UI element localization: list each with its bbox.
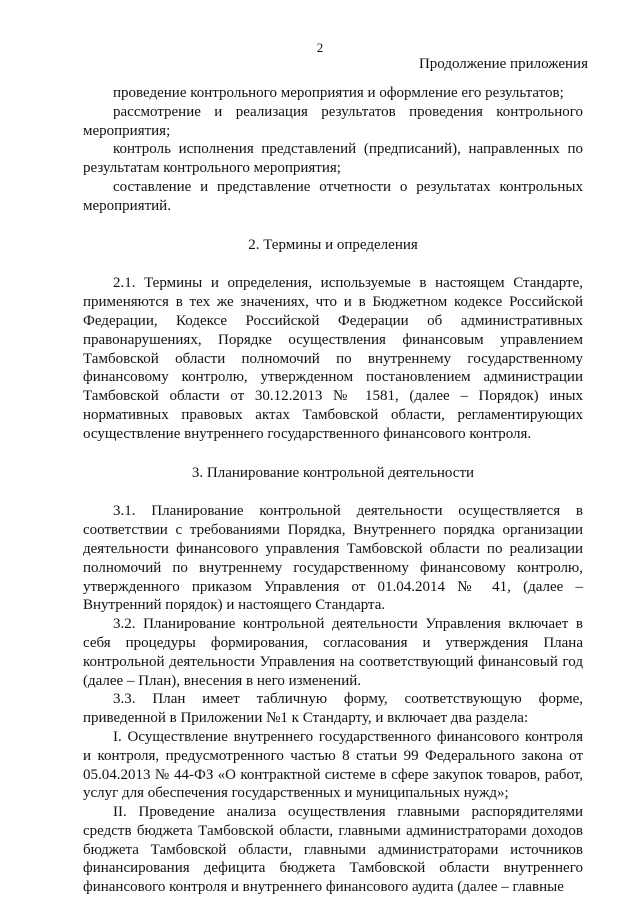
section-3-paragraph: 3.2. Планирование контрольной деятельности Управления включает в себя процедуры формирования, согласования и утверждения Плана контрольной деятельности Управления на соответствующий финансовый год (далее – План), внесения в него изменений.: [83, 616, 583, 689]
intro-paragraph: контроль исполнения представлений (предписаний), направленных по результатам контрольного мероприятия;: [83, 141, 583, 177]
continuation-label: Продолжение приложения: [418, 56, 588, 72]
section-3-heading: 3. Планирование контрольной деятельности: [191, 464, 475, 481]
section-3-paragraph: 3.1. Планирование контрольной деятельности осуществляется в соответствии с требованиями Порядка, Внутреннего порядка организации деятельности финансового управления Тамбовской области по реализации полномочий по внутреннему государственному финансовому контролю, утвержденного приказом Управления от 01.04.2014 № 41, (далее – Внутренний порядок) и настоящего Стандарта.: [83, 503, 583, 614]
section-3-paragraph: I. Осуществление внутреннего государственного финансового контроля и контроля, предусмотренного частью 8 статьи 99 Федерального закона от 05.04.2013 № 44-ФЗ «О контрактной системе в сфере закупок товаров, работ, услуг для обеспечения государственных и муниципальных нужд»;: [83, 728, 583, 802]
section-2-paragraph: 2.1. Термины и определения, используемые в настоящем Стандарте, применяются в тех же значениях, что и в Бюджетном кодексе Российской Федерации, Кодексе Российской Федерации об административных правонарушениях, Порядке осуществления финансовым управлением Тамбовской области полномочий по внутреннему государственному финансовому контролю, утвержденном постановлением администрации Тамбовской области от 30.12.2013 № 1581, (далее – Порядок) иных нормативных правовых актах Тамбовской области, регламентирующих осуществление внутреннего государственного финансового контроля.: [83, 275, 583, 442]
page-number: 2: [316, 40, 324, 55]
intro-paragraph: составление и представление отчетности о результатах контрольных мероприятий.: [83, 178, 583, 214]
section-2-heading: 2. Термины и определения: [248, 236, 418, 253]
intro-paragraph: рассмотрение и реализация результатов проведения контрольного мероприятия;: [83, 103, 583, 139]
intro-paragraph: проведение контрольного мероприятия и оформление его результатов;: [113, 85, 564, 101]
section-3-paragraph: 3.3. План имеет табличную форму, соответствующую форме, приведенной в Приложении №1 к Стандарту, и включает два раздела:: [83, 691, 583, 727]
document-body: [83, 84, 583, 897]
section-3-paragraph: II. Проведение анализа осуществления главными распорядителями средств бюджета Тамбовской области, главными администраторами доходов бюджета Тамбовской области, главными администраторами источников финансирования дефицита бюджета Тамбовской области внутреннего финансового контроля и внутреннего финансового аудита (далее – главные: [83, 804, 583, 896]
